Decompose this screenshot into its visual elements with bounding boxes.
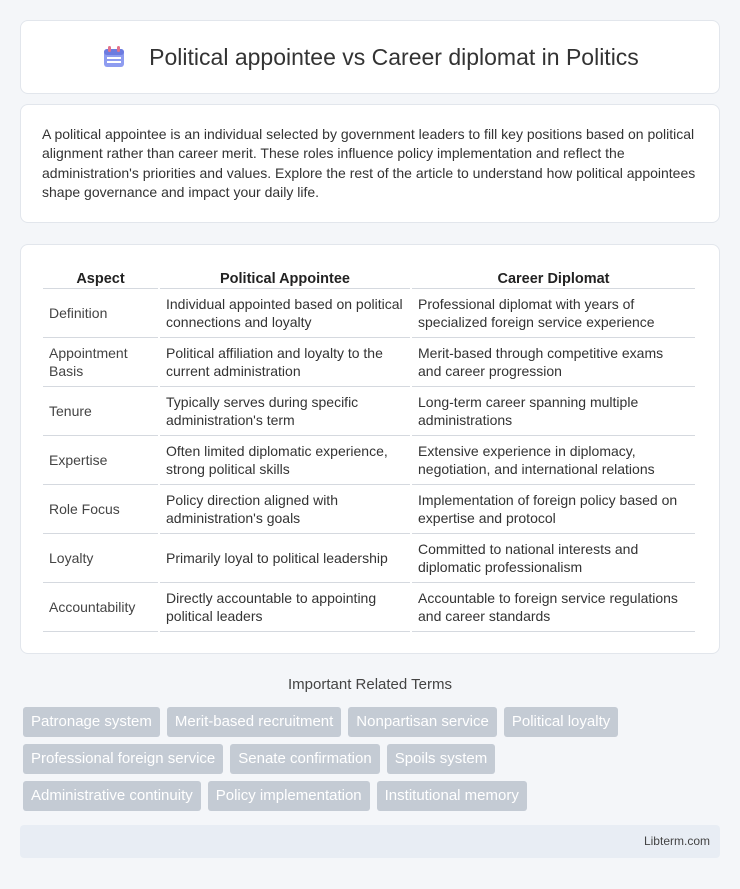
career-diplomat-cell: Committed to national interests and diplomatic professionalism xyxy=(412,534,695,583)
header-card xyxy=(20,20,720,94)
tag-row xyxy=(23,744,723,774)
related-terms-tags xyxy=(23,707,723,818)
career-diplomat-cell: Implementation of foreign policy based on expertise and protocol xyxy=(412,485,695,534)
table-row xyxy=(43,338,695,387)
related-terms-title: Important Related Terms xyxy=(288,676,452,693)
table-row xyxy=(43,289,695,338)
career-diplomat-cell: Accountable to foreign service regulations and career standards xyxy=(412,583,695,632)
header-career-diplomat: Career Diplomat xyxy=(412,265,695,289)
career-diplomat-cell: Merit-based through competitive exams and career progression xyxy=(412,338,695,387)
tag-professional-foreign-service[interactable]: Professional foreign service xyxy=(23,744,223,774)
tag-policy-implementation[interactable]: Policy implementation xyxy=(208,781,370,811)
tag-nonpartisan-service[interactable]: Nonpartisan service xyxy=(348,707,497,737)
comparison-table xyxy=(41,265,697,632)
page-title: Political appointee vs Career diplomat in Politics xyxy=(149,43,639,70)
aspect-cell: Tenure xyxy=(43,387,158,436)
tag-merit-based-recruitment[interactable]: Merit-based recruitment xyxy=(167,707,341,737)
tag-row xyxy=(23,781,723,811)
table-header-row xyxy=(43,265,695,289)
footer-site-link[interactable]: Libterm.com xyxy=(643,834,710,848)
footer xyxy=(20,825,720,858)
tag-senate-confirmation[interactable]: Senate confirmation xyxy=(230,744,379,774)
tag-patronage-system[interactable]: Patronage system xyxy=(23,707,160,737)
tag-row xyxy=(23,707,723,737)
aspect-cell: Appointment Basis xyxy=(43,338,158,387)
political-appointee-cell: Typically serves during specific administration's term xyxy=(160,387,410,436)
table-row xyxy=(43,534,695,583)
comparison-card xyxy=(20,244,720,654)
tag-spoils-system[interactable]: Spoils system xyxy=(387,744,496,774)
career-diplomat-cell: Long-term career spanning multiple administrations xyxy=(412,387,695,436)
intro-card xyxy=(20,104,720,223)
political-appointee-cell: Policy direction aligned with administration's goals xyxy=(160,485,410,534)
table-row xyxy=(43,387,695,436)
intro-text: A political appointee is an individual selected by government leaders to fill key positions based on political alignment rather than career merit. These roles influence policy implementation and reflect the administration's priorities and values. Explore the rest of the article to understand how political appointees shape governance and impact your daily life. xyxy=(42,126,696,200)
career-diplomat-cell: Extensive experience in diplomacy, negotiation, and international relations xyxy=(412,436,695,485)
table-row xyxy=(43,485,695,534)
political-appointee-cell: Directly accountable to appointing political leaders xyxy=(160,583,410,632)
aspect-cell: Role Focus xyxy=(43,485,158,534)
header-political-appointee: Political Appointee xyxy=(160,265,410,289)
aspect-cell: Expertise xyxy=(43,436,158,485)
aspect-cell: Definition xyxy=(43,289,158,338)
table-row xyxy=(43,436,695,485)
career-diplomat-cell: Professional diplomat with years of specialized foreign service experience xyxy=(412,289,695,338)
tag-institutional-memory[interactable]: Institutional memory xyxy=(377,781,527,811)
calendar-icon xyxy=(101,44,127,70)
header-aspect: Aspect xyxy=(43,265,158,289)
political-appointee-cell: Political affiliation and loyalty to the current administration xyxy=(160,338,410,387)
tag-administrative-continuity[interactable]: Administrative continuity xyxy=(23,781,201,811)
aspect-cell: Loyalty xyxy=(43,534,158,583)
political-appointee-cell: Primarily loyal to political leadership xyxy=(160,534,410,583)
tag-political-loyalty[interactable]: Political loyalty xyxy=(504,707,618,737)
aspect-cell: Accountability xyxy=(43,583,158,632)
table-row xyxy=(43,583,695,632)
political-appointee-cell: Individual appointed based on political connections and loyalty xyxy=(160,289,410,338)
political-appointee-cell: Often limited diplomatic experience, strong political skills xyxy=(160,436,410,485)
